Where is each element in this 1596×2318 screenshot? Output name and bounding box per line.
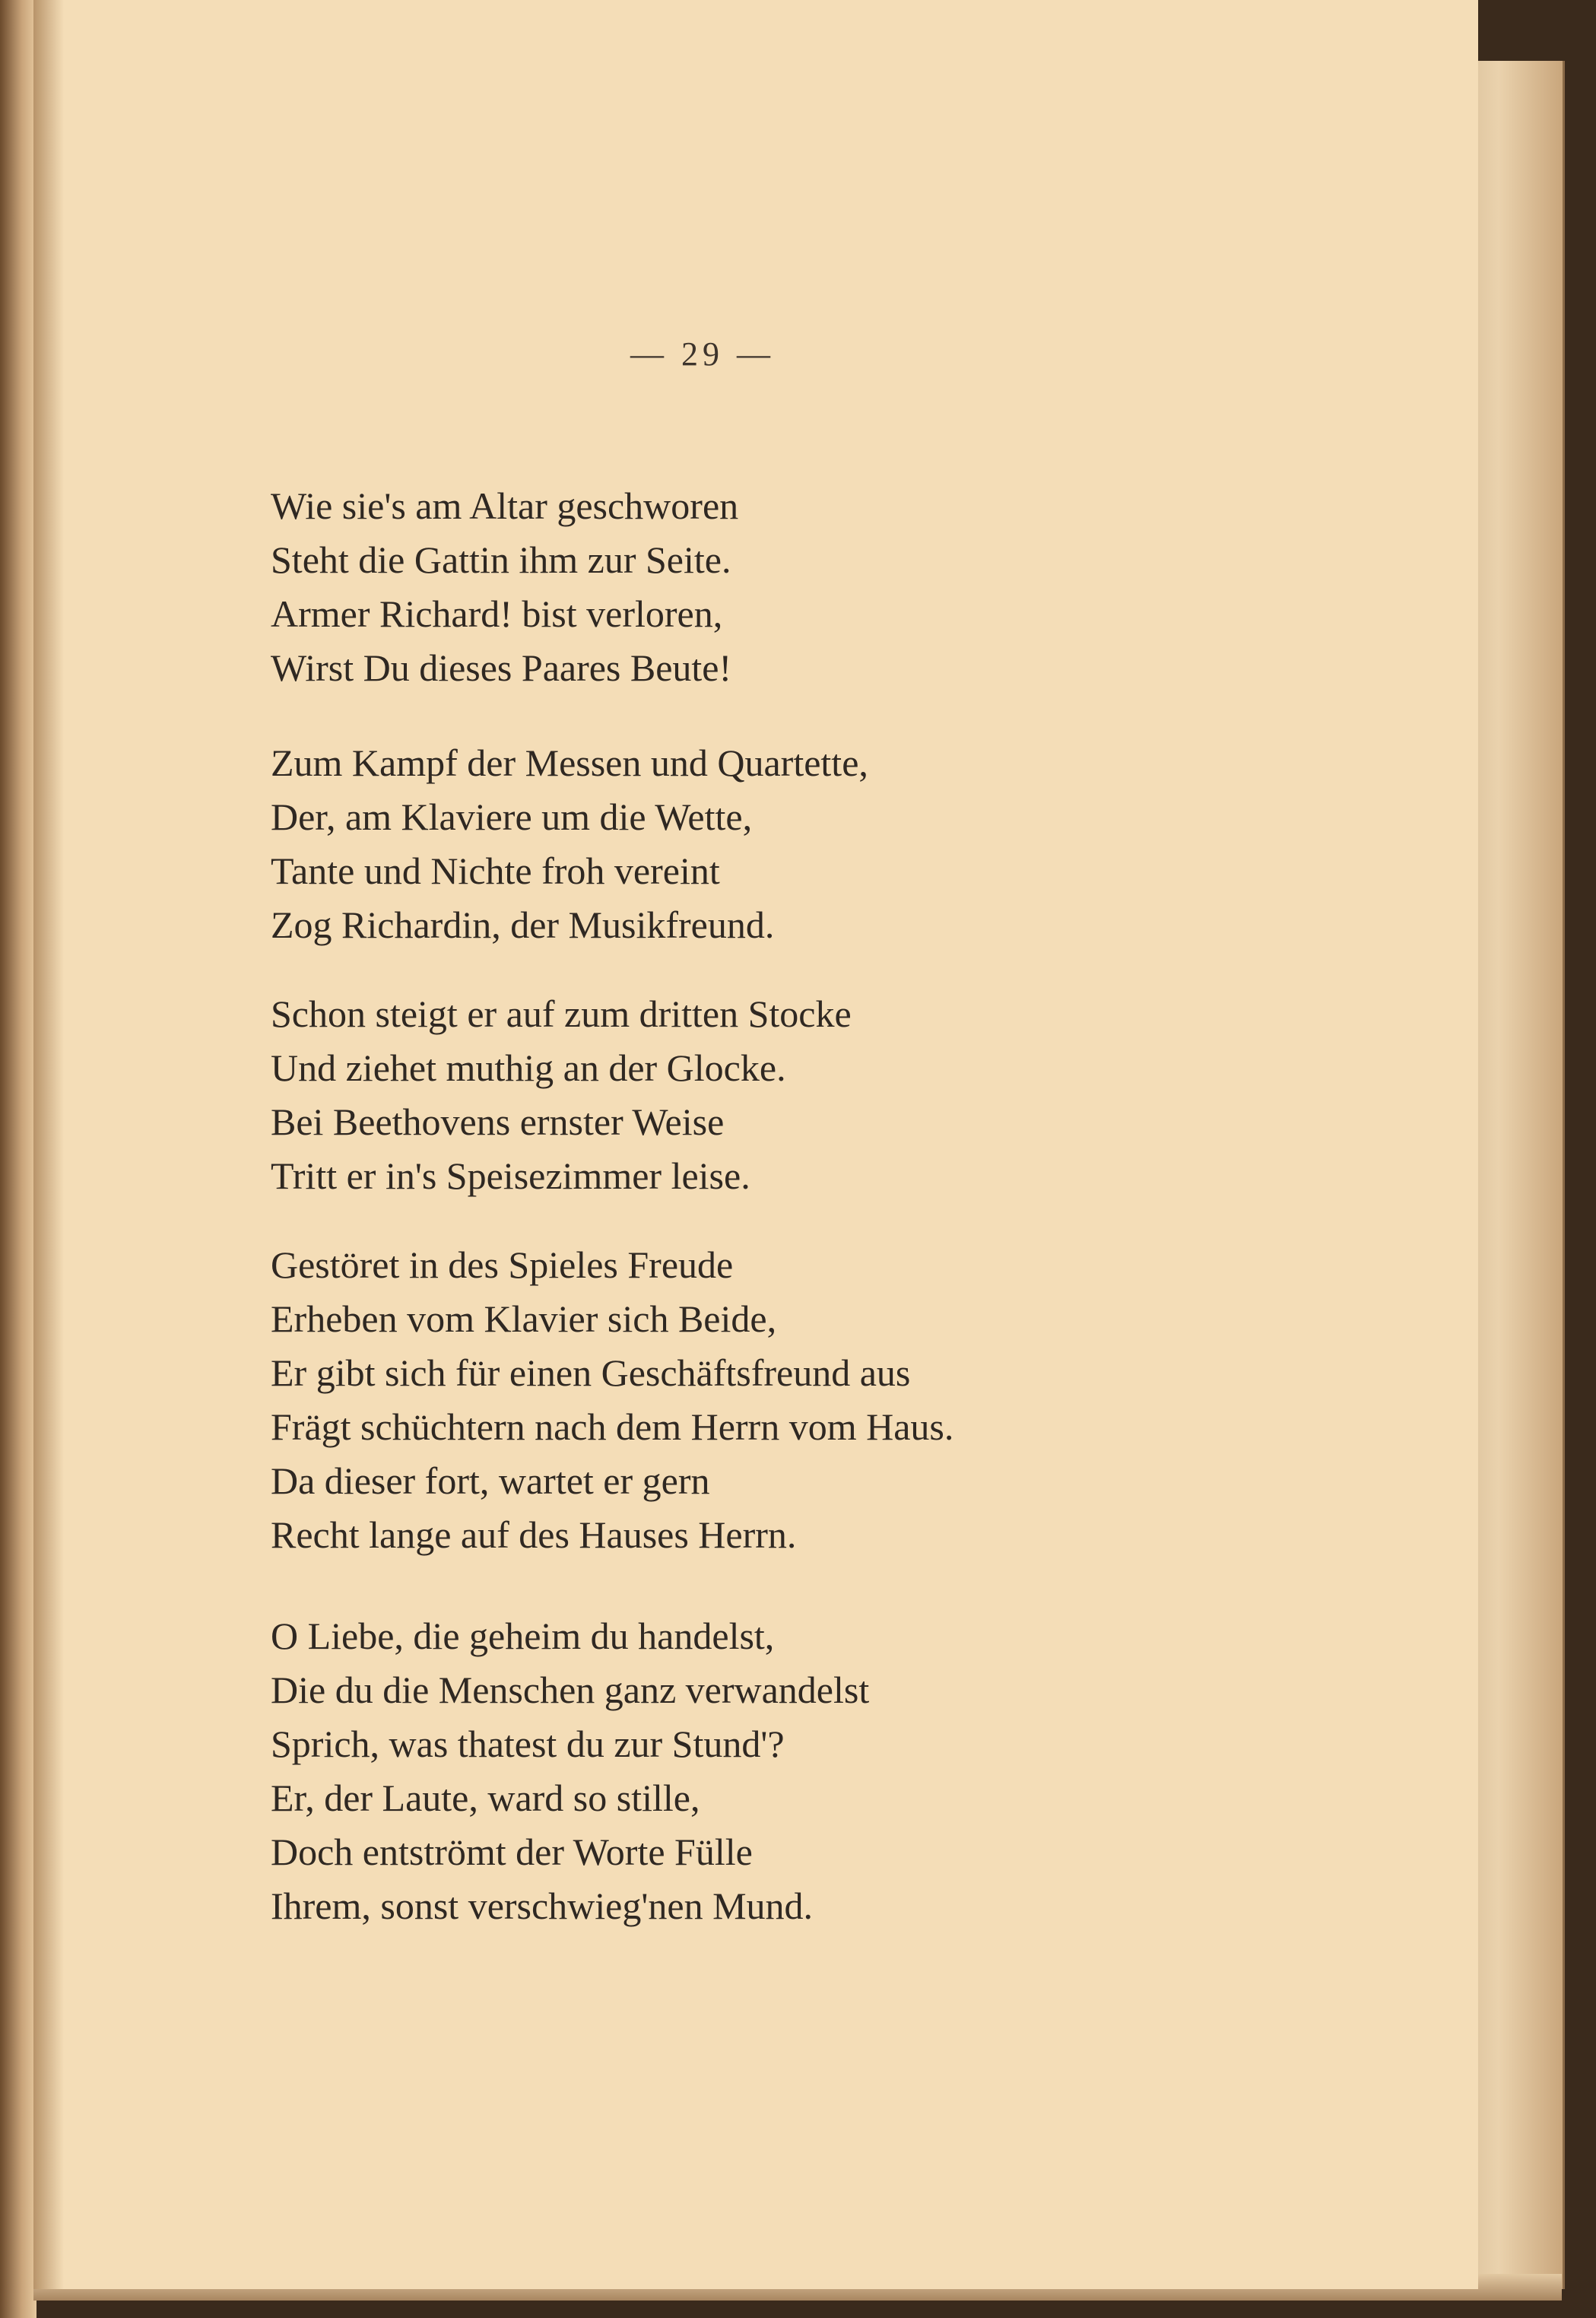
verse-line: Und ziehet muthig an der Glocke. <box>271 1046 786 1089</box>
verse-line: Tritt er in's Speisezimmer leise. <box>271 1154 750 1197</box>
stanza-1 <box>271 479 738 695</box>
verse-line: Recht lange auf des Hauses Herrn. <box>271 1513 797 1556</box>
verse-line: Frägt schüchtern nach dem Herrn vom Haus. <box>271 1405 954 1448</box>
page-number: — 29 — <box>630 335 775 373</box>
verse-line: Doch entströmt der Worte Fülle <box>271 1831 753 1873</box>
verse-line: Armer Richard! bist verloren, <box>271 592 723 635</box>
verse-line: O Liebe, die geheim du handelst, <box>271 1615 775 1657</box>
stanza-5 <box>271 1609 869 1933</box>
verse-line: Gestöret in des Spieles Freude <box>271 1243 734 1286</box>
verse-line: Er gibt sich für einen Geschäftsfreund aus <box>271 1351 911 1394</box>
verse-line: Sprich, was thatest du zur Stund'? <box>271 1723 785 1765</box>
verse-line: Wirst Du dieses Paares Beute! <box>271 646 732 689</box>
verse-line: Schon steigt er auf zum dritten Stocke <box>271 992 852 1035</box>
stanza-3 <box>271 987 852 1203</box>
facing-page-edge <box>0 0 36 2318</box>
verse-line: Zum Kampf der Messen und Quartette, <box>271 741 868 784</box>
verse-line: Erheben vom Klavier sich Beide, <box>271 1297 777 1340</box>
verse-line: Zog Richardin, der Musikfreund. <box>271 903 775 946</box>
verse-line: Steht die Gattin ihm zur Seite. <box>271 538 731 581</box>
verse-line: Bei Beethovens ernster Weise <box>271 1100 725 1143</box>
verse-line: Tante und Nichte froh vereint <box>271 849 720 892</box>
verse-line: Die du die Menschen ganz verwandelst <box>271 1669 870 1711</box>
verse-line: Ihrem, sonst verschwieg'nen Mund. <box>271 1885 814 1927</box>
stanza-2 <box>271 736 868 952</box>
stanza-4 <box>271 1238 953 1562</box>
verse-line: Da dieser fort, wartet er gern <box>271 1459 710 1502</box>
verse-line: Der, am Klaviere um die Wette, <box>271 795 753 838</box>
verse-line: Wie sie's am Altar geschworen <box>271 484 739 527</box>
verse-line: Er, der Laute, ward so stille, <box>271 1777 700 1819</box>
